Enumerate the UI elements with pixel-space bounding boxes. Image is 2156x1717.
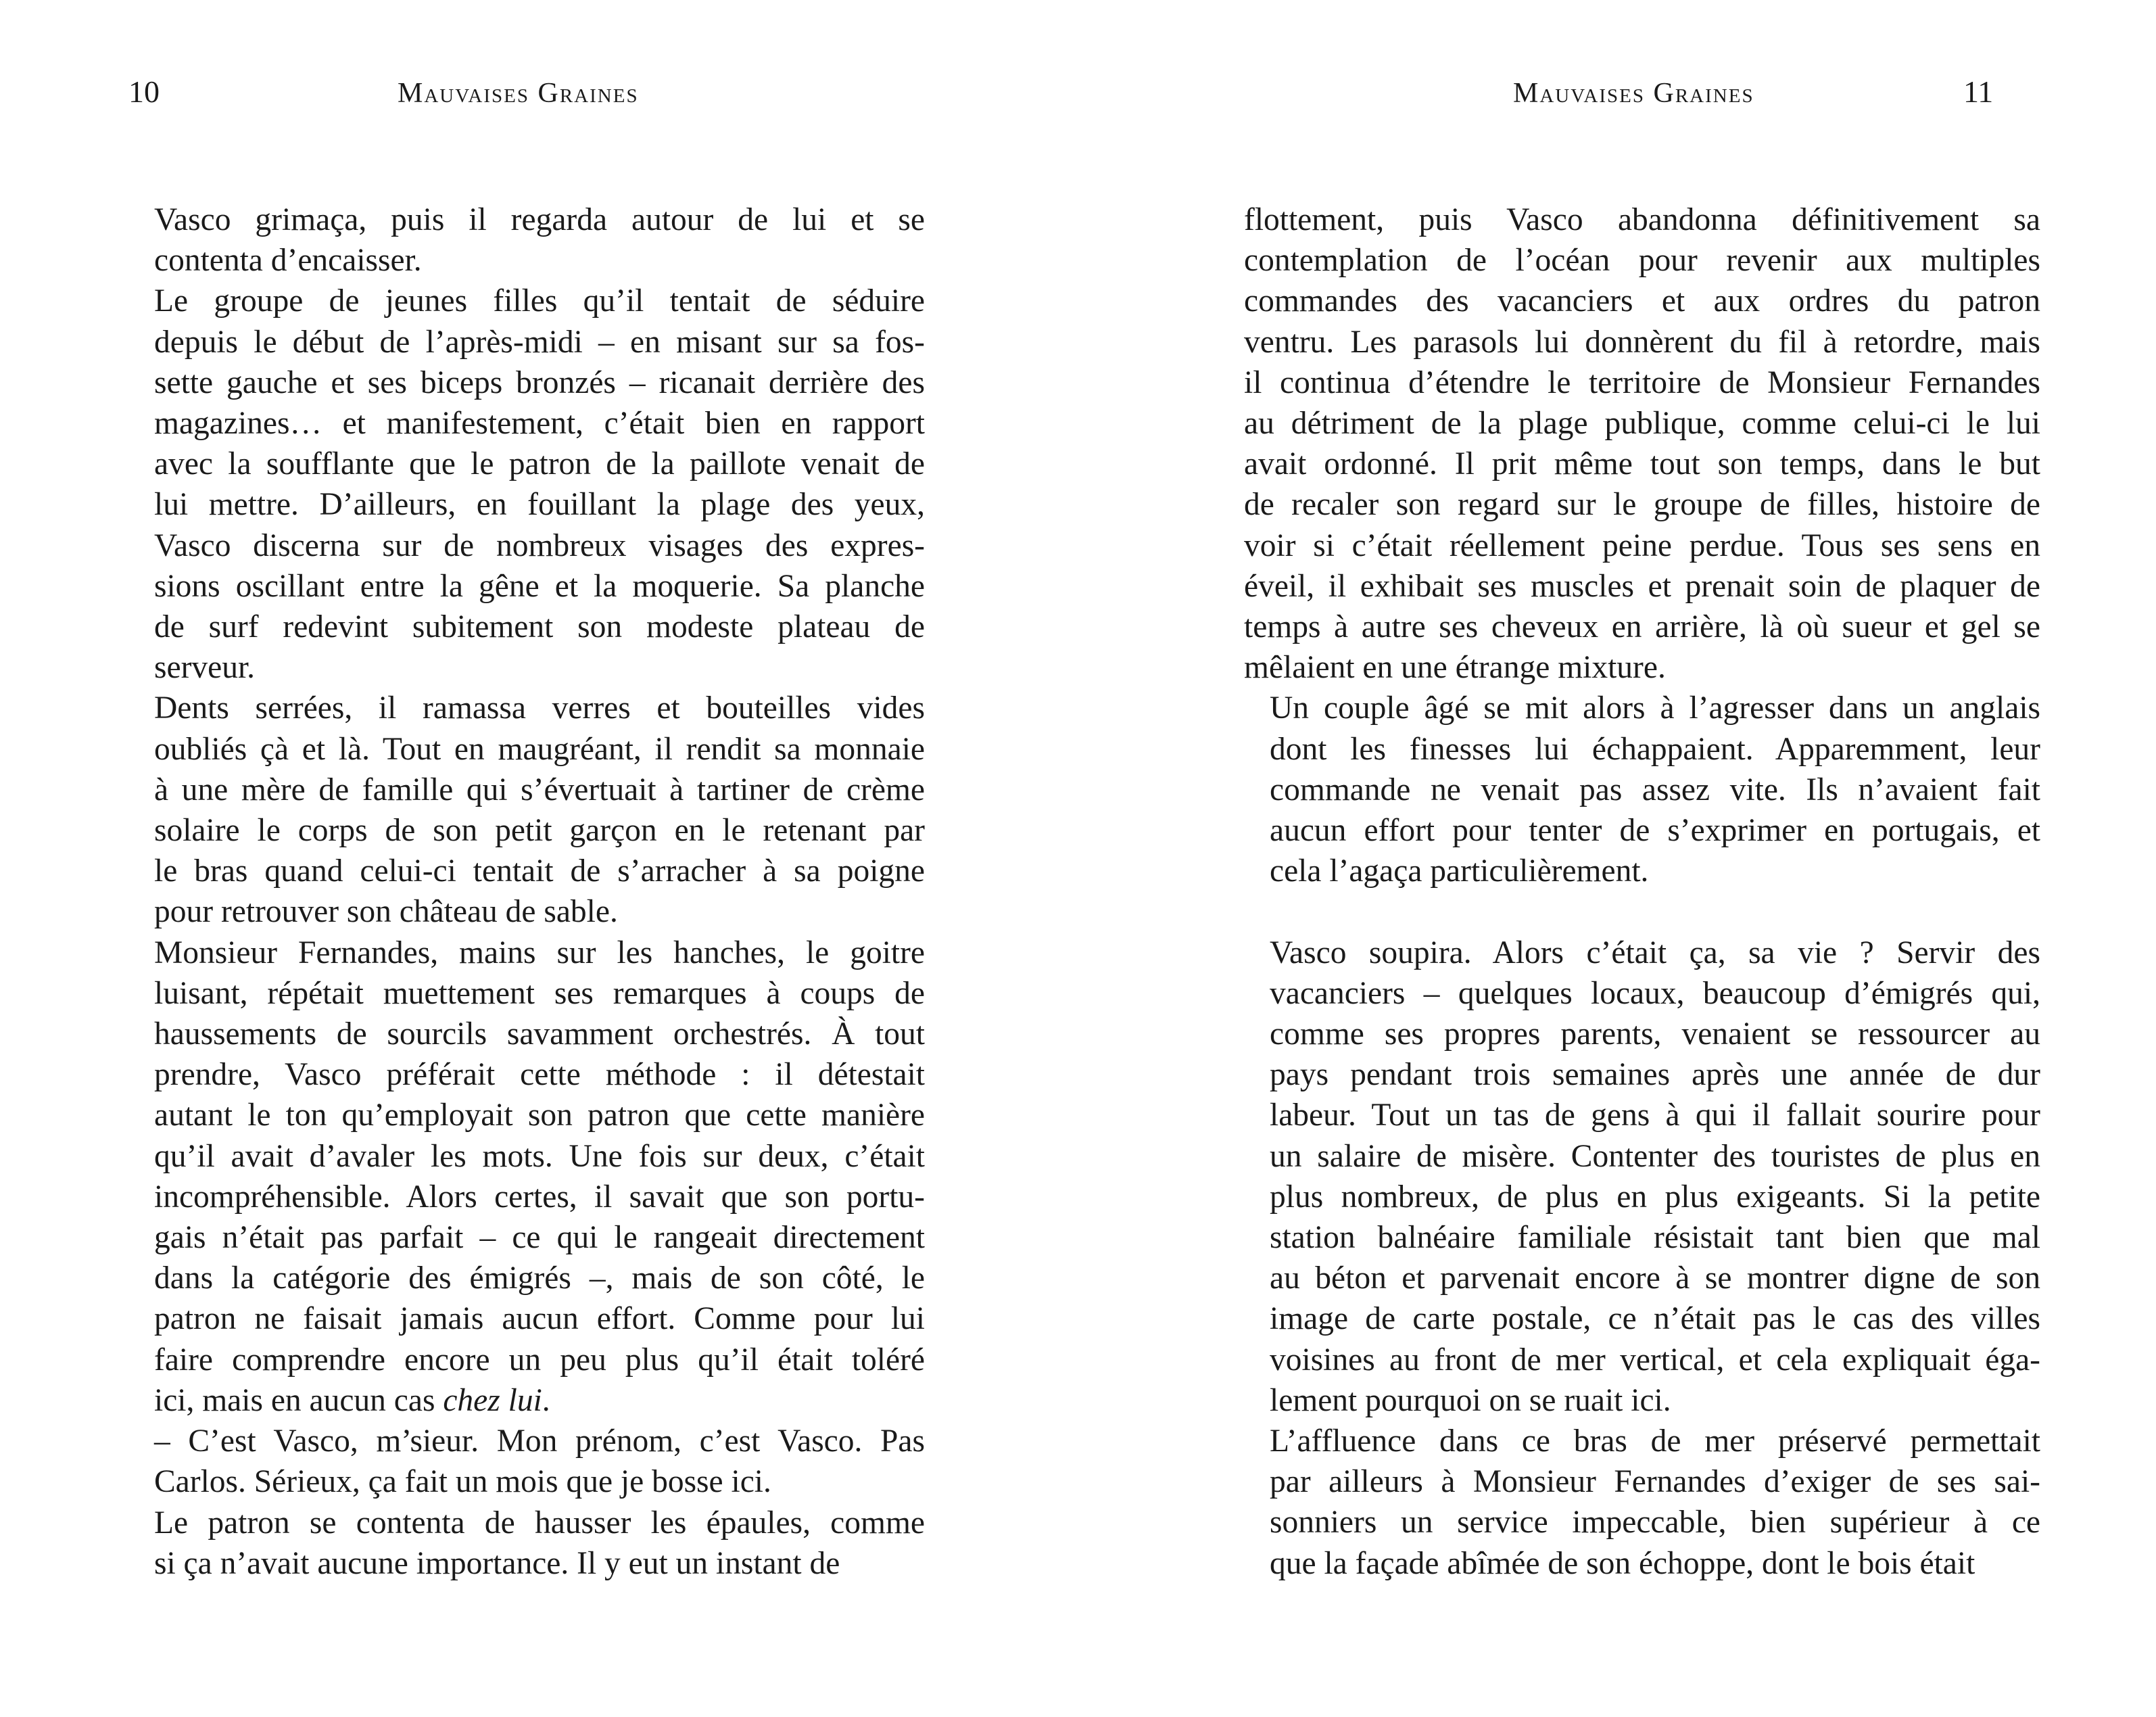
text-line: pays pendant trois semaines après une année de dur <box>1270 1057 2040 1093</box>
body-text <box>1244 199 2040 1584</box>
paragraph <box>1244 933 2040 1421</box>
right-page <box>1078 0 2156 1717</box>
text-line: contemplation de l’océan pour revenir aux multiples <box>1244 243 2040 279</box>
text-line: Monsieur Fernandes, mains sur les hanches, le goitre <box>154 935 925 970</box>
text-line: un salaire de misère. Contenter des touristes de plus en <box>1270 1138 2040 1174</box>
paragraph <box>128 281 925 688</box>
text-line: plus nombreux, de plus en plus exigeants. Si la petite <box>1270 1179 2040 1215</box>
text-line: commande ne venait pas assez vite. Ils n’avaient fait <box>1270 772 2040 807</box>
text-line: par ailleurs à Monsieur Fernandes d’exiger de ses sai- <box>1270 1464 2040 1500</box>
text-line: Le groupe de jeunes filles qu’il tentait de séduire <box>154 283 925 319</box>
text-line: solaire le corps de son petit garçon en le retenant par <box>154 813 925 849</box>
running-head: Mauvaises Graines <box>398 78 639 109</box>
text-line: depuis le début de l’après-midi – en misant sur sa fos- <box>154 324 925 360</box>
text-line: image de carte postale, ce n’était pas le cas des villes <box>1270 1301 2040 1337</box>
text-line: autant le ton qu’employait son patron que cette manière <box>154 1098 925 1133</box>
text-line: Dents serrées, il ramassa verres et bouteilles vides <box>154 690 925 726</box>
text-line: patron ne faisait jamais aucun effort. Comme pour lui <box>154 1301 925 1337</box>
paragraph <box>128 1503 925 1584</box>
page-number: 11 <box>1963 74 1994 109</box>
text-line: le bras quand celui-ci tentait de s’arracher à sa poigne <box>154 853 925 889</box>
text-line: incompréhensible. Alors certes, il savait que son portu- <box>154 1179 925 1215</box>
text-line: comme ses propres parents, venaient se ressourcer au <box>1270 1016 2040 1052</box>
text-line: station balnéaire familiale résistait tant bien que mal <box>1270 1220 2040 1256</box>
paragraph <box>1244 199 2040 688</box>
text-line: lui mettre. D’ailleurs, en fouillant la plage des yeux, <box>154 487 925 523</box>
text-line <box>128 1380 925 1421</box>
text-line: au détriment de la plage publique, comme celui-ci le lui <box>1244 406 2040 442</box>
text-line: de surf redevint subitement son modeste plateau de <box>154 609 925 645</box>
paragraph <box>128 688 925 932</box>
text-line: luisant, répétait muettement ses remarques à coups de <box>154 975 925 1011</box>
text-line: flottement, puis Vasco abandonna définitivement sa <box>1244 202 2040 237</box>
text-line: dont les finesses lui échappaient. Apparemment, leur <box>1270 731 2040 767</box>
text-line: commandes des vacanciers et aux ordres du patron <box>1244 283 2040 319</box>
paragraph <box>128 1421 925 1502</box>
text-line: que la façade abîmée de son échoppe, dont le bois était <box>1270 1545 1975 1581</box>
text-line: pour retrouver son château de sable. <box>154 894 618 930</box>
text-line: Le patron se contenta de hausser les épaules, comme <box>154 1505 925 1540</box>
text-line: dans la catégorie des émigrés –, mais de son côté, le <box>154 1261 925 1296</box>
text-line-start: ici, mais en aucun cas <box>154 1382 444 1418</box>
text-line: avait ordonné. Il prit même tout son temps, dans le but <box>1244 446 2040 482</box>
text-line: au béton et parvenait encore à se montrer digne de son <box>1270 1261 2040 1296</box>
text-line: Vasco discerna sur de nombreux visages des expres- <box>154 527 925 563</box>
text-line: de recaler son regard sur le groupe de filles, histoire de <box>1244 487 2040 523</box>
text-line: labeur. Tout un tas de gens à qui il fallait sourire pour <box>1270 1098 2040 1133</box>
text-line: sette gauche et ses biceps bronzés – ricanait derrière des <box>154 364 925 400</box>
text-line: voisines au front de mer vertical, et cela expliquait éga- <box>1270 1342 2040 1378</box>
text-line: Vasco grimaça, puis il regarda autour de lui et se <box>154 202 925 237</box>
text-line: Un couple âgé se mit alors à l’agresser dans un anglais <box>1270 690 2040 726</box>
paragraph <box>128 933 925 1421</box>
text-line: gais n’était pas parfait – ce qui le rangeait directement <box>154 1220 925 1256</box>
text-line: à une mère de famille qui s’évertuait à tartiner de crème <box>154 772 925 807</box>
text-line: si ça n’avait aucune importance. Il y eut un instant de <box>154 1545 840 1581</box>
text-line: éveil, il exhibait ses muscles et prenait soin de plaquer de <box>1244 568 2040 604</box>
text-line: – C’est Vasco, m’sieur. Mon prénom, c’est Vasco. Pas <box>154 1424 925 1459</box>
text-line: voir si c’était réellement peine perdue. Tous ses sens en <box>1244 527 2040 563</box>
text-line: contenta d’encaisser. <box>154 243 422 279</box>
text-line: ventru. Les parasols lui donnèrent du fil à retordre, mais <box>1244 324 2040 360</box>
text-line: temps à autre ses cheveux en arrière, là où sueur et gel se <box>1244 609 2040 645</box>
text-line: Vasco soupira. Alors c’était ça, sa vie ? Servir des <box>1270 935 2040 970</box>
text-line: faire comprendre encore un peu plus qu’il était toléré <box>154 1342 925 1378</box>
text-line: prendre, Vasco préférait cette méthode : il détestait <box>154 1057 925 1093</box>
paragraph <box>1244 688 2040 891</box>
running-head: Mauvaises Graines <box>1513 78 1754 109</box>
text-line: Carlos. Sérieux, ça fait un mois que je bosse ici. <box>154 1464 771 1500</box>
text-line: sions oscillant entre la gêne et la moquerie. Sa planche <box>154 568 925 604</box>
text-line: mêlaient en une étrange mixture. <box>1244 650 1666 686</box>
text-line: aucun effort pour tenter de s’exprimer en portugais, et <box>1270 813 2040 849</box>
text-line: haussements de sourcils savamment orchestrés. À tout <box>154 1016 925 1052</box>
text-line: vacanciers – quelques locaux, beaucoup d’émigrés qui, <box>1270 975 2040 1011</box>
page-number: 10 <box>128 74 160 109</box>
text-line: oubliés çà et là. Tout en maugréant, il rendit sa monnaie <box>154 731 925 767</box>
text-line: avec la soufflante que le patron de la paillote venait de <box>154 446 925 482</box>
paragraph <box>1244 1421 2040 1584</box>
italic-phrase: chez lui <box>443 1382 542 1418</box>
text-line: serveur. <box>154 650 256 686</box>
text-line: il continua d’étendre le territoire de Monsieur Fernandes <box>1244 364 2040 400</box>
text-line: qu’il avait d’avaler les mots. Une fois sur deux, c’était <box>154 1138 925 1174</box>
text-line: magazines… et manifestement, c’était bien en rapport <box>154 406 925 442</box>
body-text <box>128 199 925 1584</box>
text-line: sonniers un service impeccable, bien supérieur à ce <box>1270 1505 2040 1540</box>
text-line-end: . <box>542 1382 550 1418</box>
paragraph <box>128 199 925 281</box>
text-line: L’affluence dans ce bras de mer préservé permettait <box>1270 1424 2040 1459</box>
text-line: lement pourquoi on se ruait ici. <box>1270 1382 1671 1418</box>
text-line: cela l’agaça particulièrement. <box>1270 853 1649 889</box>
